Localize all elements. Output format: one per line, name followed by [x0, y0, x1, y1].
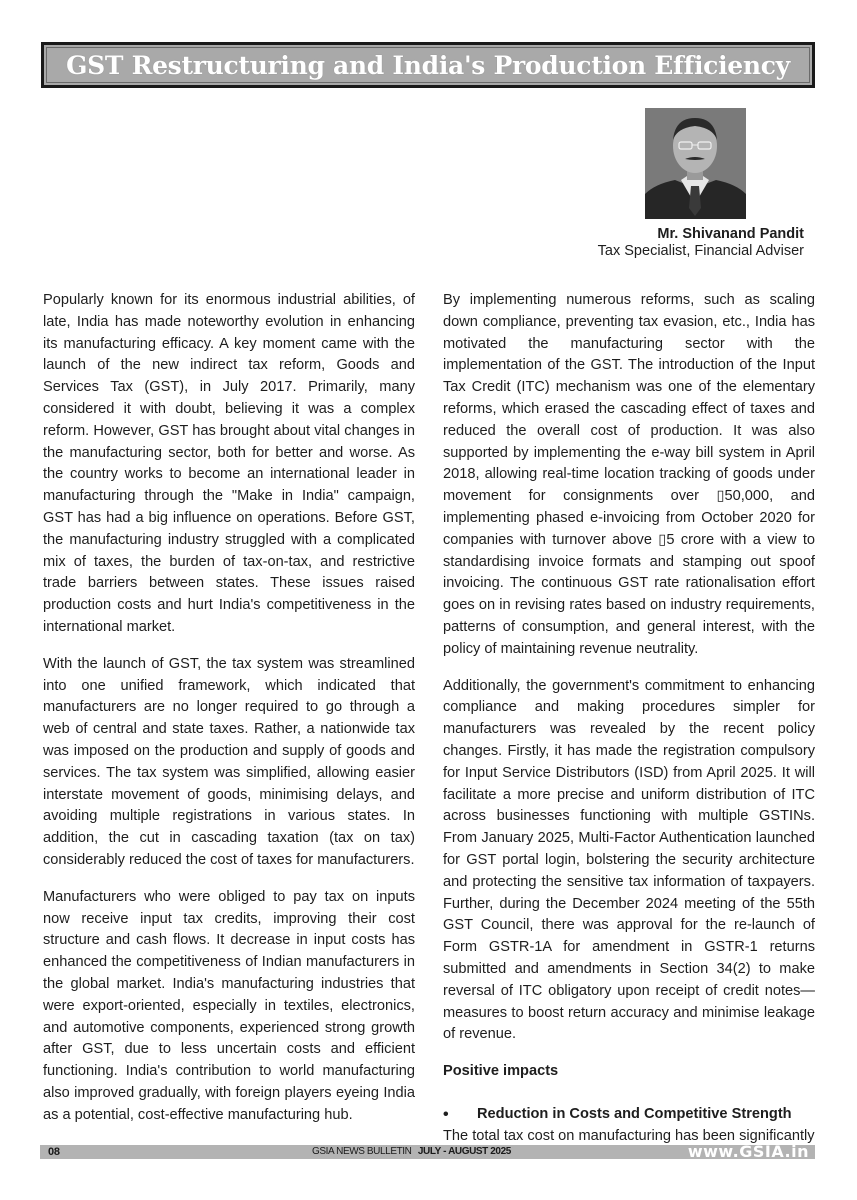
section-heading: Positive impacts	[443, 1063, 559, 1080]
body-paragraph: With the launch of GST, the tax system was streamlined into one unified framework, which indicated that manufacturers are no longer required to go through a web of central and state taxes. Rather, a nationwide tax was imposed on the production and supply of goods and services. The tax system was simplified, allowing easier interstate movement of goods, minimising delays, and avoiding multiple registrations in various states. In addition, the cut in cascading taxation (tax on tax) considerably reduced the cost of taxes for manufacturers.	[43, 655, 415, 868]
body-paragraph: Additionally, the government's commitment to enhancing compliance and making procedures simpler for manufacturers was revealed by the recent policy changes. Firstly, it has made the registration compulsory for Input Service Distributors (ISD) from April 2025. It will facilitate a more precise and uniform distribution of ITC across businesses functioning with multiple GSTINs. From January 2025, Multi-Factor Authentication launched for GST portal login, bolstering the security architecture and protecting the sensitive tax information of taxpayers. Further, during the December 2024 meeting of the 55th GST Council, there was approval for the re-launch of Form GSTR-1A for amendment in GSTR-1 returns submitted and amendments in Section 34(2) to make reversal of ITC obligatory upon receipt of credit notes—measures to boost return accuracy and minimise leakage of revenue.	[443, 677, 815, 1043]
footer-bar	[40, 1142, 815, 1161]
author-role: Tax Specialist, Financial Adviser	[597, 243, 804, 259]
page-number: 08	[48, 1146, 60, 1158]
body-paragraph: Popularly known for its enormous industrial abilities, of late, India has made noteworthy evolution in enhancing its manufacturing efficacy. A key moment came with the launch of the new indirect tax reform, Goods and Services Tax (GST), in July 2017. Primarily, many considered it with doubt, believing it was a complex reform. However, GST has brought about vital changes in the manufacturing sector, both for better and worse. As the country works to become an international leader in manufacturing through the "Make in India" campaign, GST has had a big influence on operations. Before GST, the manufacturing industry struggled with a complicated mix of taxes, the burden of tax-on-tax, and restrictive trade barriers between states. These issues raised production costs and hurt India's competitiveness in the international market.	[43, 292, 415, 635]
body-paragraph: By implementing numerous reforms, such as scaling down compliance, preventing tax evasion, etc., India has motivated the manufacturing sector with the implementation of the GST. The introduction of the Input Tax Credit (ITC) mechanism was one of the elementary reforms, which erased the cascading effect of taxes and reduced the overall cost of production. It was also supported by implementing the e-way bill system in April 2018, allowing real-time location tracking of goods under movement for consignments over ▯50,000, and implementing phased e-invoicing from October 2020 for companies with turnover above ▯5 crore with a view to standardising invoice formats and stamping out spoof invoicing. The continuous GST rate rationalisation effort goes on in revising rates based on industry requirements, patterns of consumption, and general interest, with the policy of maintaining revenue neutrality.	[443, 292, 815, 657]
author-photo	[645, 108, 746, 219]
article-title: GST Restructuring and India's Production Efficiency	[66, 50, 790, 80]
body-paragraph: Manufacturers who were obliged to pay tax on inputs now receive input tax credits, improving their cost structure and cash flows. It decrease in input costs has enhanced the competitiveness of Indian manufacturers in the global market. India's manufacturing industries that were export-oriented, especially in textiles, electronics, and automotive components, experienced strong growth after GST, due to less uncertain costs and efficient functioning. India's contribution to world manufacturing also improved gradually, with foreign players eyeing India as a potential, cost-effective manufacturing hub.	[43, 888, 415, 1123]
footer-publication	[312, 1145, 511, 1159]
bullet-heading	[443, 1104, 815, 1126]
title-banner	[41, 42, 815, 88]
bullet-icon: •	[443, 1105, 449, 1123]
issue-date: JULY - AUGUST 2025	[417, 1146, 511, 1157]
right-column	[443, 290, 815, 1147]
website-link[interactable]: www.GSIA.in	[687, 1142, 809, 1161]
bullet-body-text: The total tax cost on manufacturing has been significantly	[443, 1127, 815, 1144]
left-column	[43, 290, 415, 1141]
author-name: Mr. Shivanand Pandit	[657, 226, 804, 242]
author-portrait-icon	[645, 108, 746, 219]
publication-name: GSIA NEWS BULLETIN	[312, 1146, 412, 1157]
bullet-heading-text: Reduction in Costs and Competitive Strength	[477, 1105, 792, 1122]
